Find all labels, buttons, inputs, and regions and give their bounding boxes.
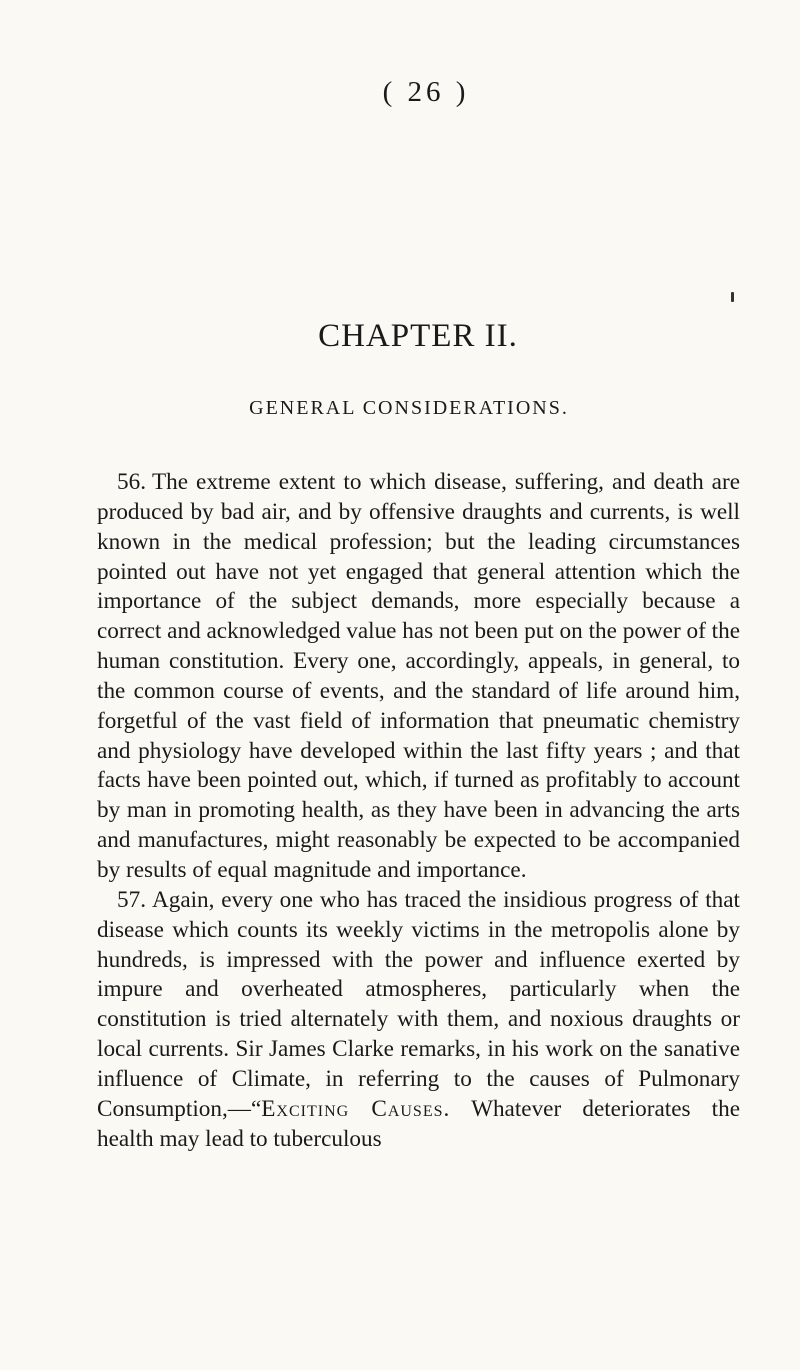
- ink-mark: [731, 292, 734, 302]
- paragraph-number: 56.: [117, 469, 146, 495]
- paragraph-text: The extreme extent to which disease, suffering, and death are produced by bad air, and by offensive draughts and currents, is well known in the medical profession; but the leading circumstances pointed out have not yet engaged that general attention which the importance of the subject demands, more especially because a correct and acknowledged value has not been put on the power of the human constitution. Every one, accordingly, appeals, in general, to the common course of events, and the standard of life around him, forgetful of the vast field of information that pneumatic chemistry and physiology have developed within the last fifty years ; and that facts have been pointed out, which, if turned as profitably to account by man in promoting health, as they have been in advancing the arts and manufactures, might reasonably be expected to be accompanied by results of equal magnitude and importance.: [97, 469, 740, 883]
- paragraph-number: 57.: [117, 886, 146, 913]
- paragraph-text-continued: Whatever deteriorates the health may lead to tuberculous: [97, 1095, 741, 1152]
- small-caps-heading: Exciting Causes.: [261, 1095, 451, 1122]
- paragraph-56: [97, 468, 740, 886]
- paragraph-text: Again, every one who has traced the insidious progress of that disease which counts its weekly victims in the metropolis alone by hundreds, is impressed with the power and influence exerted by impure and overheated atmospheres, particularly when the constitution is tried alternately with them, and noxious draughts or local currents. Sir James Clarke remarks, in his work on the sanative influence of Climate, in referring to the causes of Pulmonary Consumption,—“: [97, 886, 740, 1122]
- page-number: ( 26 ): [382, 76, 470, 108]
- section-title: GENERAL CONSIDERATIONS.: [249, 397, 569, 419]
- body-text: [97, 468, 740, 1154]
- chapter-title: CHAPTER II.: [318, 318, 518, 354]
- paragraph-57: [97, 886, 740, 1155]
